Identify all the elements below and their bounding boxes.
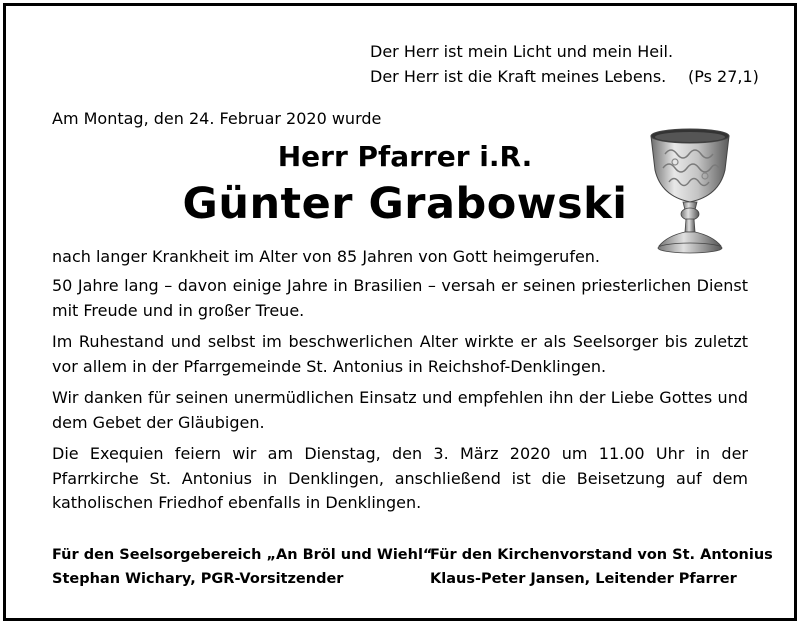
intro-line: Am Montag, den 24. Februar 2020 wurde [52,109,382,128]
verse-line-2: Der Herr ist die Kraft meines Lebens. [370,67,667,86]
verse-reference: (Ps 27,1) [688,67,759,86]
deceased-name: Günter Grabowski [182,179,628,229]
verse-line-1: Der Herr ist mein Licht und mein Heil. [370,42,674,61]
deceased-title: Herr Pfarrer i.R. [277,140,533,173]
chalice-icon [645,124,735,256]
signature-left-org: Für den Seelsorgebereich „An Bröl und Wiehl“ [52,547,433,563]
paragraph-funeral: Die Exequien feiern wir am Dienstag, den 3. März 2020 um 11.00 Uhr in der Pfarrkirche St. Antonius in Denklingen, anschließend ist die Beisetzung auf dem katholischen Friedhof ebenfalls in Denklingen. [52,444,748,512]
paragraph-death: nach langer Krankheit im Alter von 85 Jahren von Gott heimgerufen. [52,247,601,266]
paragraph-thanks: Wir danken für seinen unermüdlichen Einsatz und empfehlen ihn der Liebe Gottes und dem Gebet der Gläubigen. [52,388,748,432]
signature-left [52,543,432,591]
signature-right-person: Klaus-Peter Jansen, Leitender Pfarrer [430,571,737,587]
paragraph-service: 50 Jahre lang – davon einige Jahre in Brasilien – versah er seinen priesterlichen Dienst mit Freude und in großer Treue. [52,276,748,320]
signature-right [430,543,773,591]
signature-left-person: Stephan Wichary, PGR-Vorsitzender [52,571,344,587]
paragraph-retirement: Im Ruhestand und selbst im beschwerlichen Alter wirkte er als Seelsorger bis zuletzt vor allem in der Pfarrgemeinde St. Antonius in Reichshof-Denklingen. [52,332,748,376]
signature-right-org: Für den Kirchenvorstand von St. Antonius [430,547,773,563]
